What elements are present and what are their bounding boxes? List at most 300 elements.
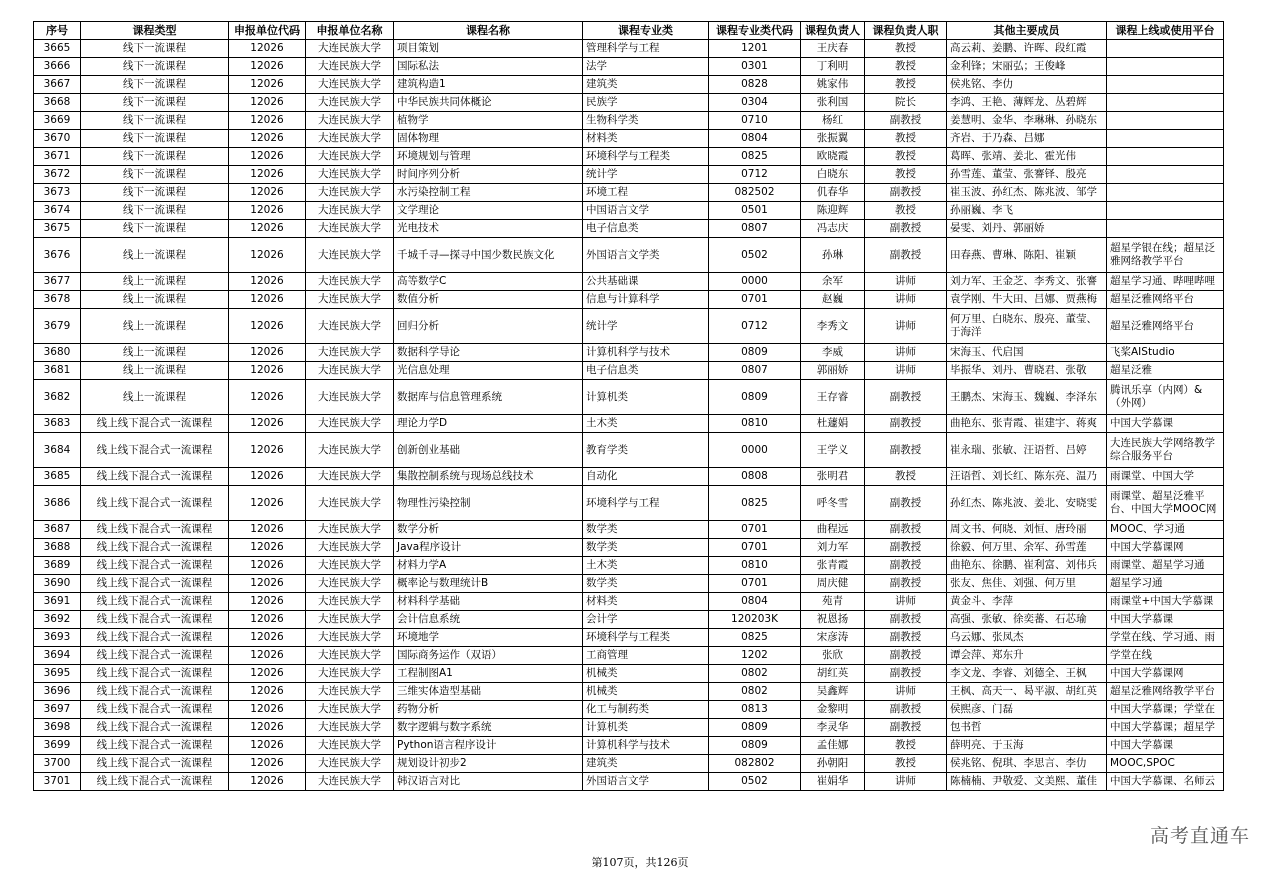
column-header: 课程专业类 bbox=[583, 22, 709, 40]
title-cell: 副教授 bbox=[865, 647, 947, 665]
course-type-cell: 线上线下混合式一流课程 bbox=[81, 719, 229, 737]
lead-cell: 张振翼 bbox=[801, 130, 865, 148]
unit-code-cell: 12026 bbox=[229, 148, 306, 166]
major-cell: 统计学 bbox=[583, 309, 709, 344]
course-name-cell: 环境规划与管理 bbox=[394, 148, 583, 166]
major-cell: 机械类 bbox=[583, 665, 709, 683]
course-name-cell: 光信息处理 bbox=[394, 362, 583, 380]
seq-cell: 3666 bbox=[34, 58, 81, 76]
unit-name-cell: 大连民族大学 bbox=[306, 94, 394, 112]
unit-name-cell: 大连民族大学 bbox=[306, 166, 394, 184]
major-code-cell: 0000 bbox=[709, 273, 801, 291]
unit-name-cell: 大连民族大学 bbox=[306, 184, 394, 202]
major-cell: 电子信息类 bbox=[583, 362, 709, 380]
seq-cell: 3687 bbox=[34, 521, 81, 539]
major-cell: 法学 bbox=[583, 58, 709, 76]
major-cell: 环境科学与工程 bbox=[583, 486, 709, 521]
members-cell: 崔玉波、孙红杰、陈兆波、邹学 bbox=[947, 184, 1107, 202]
members-cell: 孙雪莲、董莹、张謇铎、殷亮 bbox=[947, 166, 1107, 184]
course-name-cell: 工程制图A1 bbox=[394, 665, 583, 683]
platform-cell: 雨课堂、超星泛雅平台、中国大学MOOC网 bbox=[1107, 486, 1224, 521]
course-type-cell: 线上一流课程 bbox=[81, 362, 229, 380]
title-cell: 副教授 bbox=[865, 575, 947, 593]
unit-name-cell: 大连民族大学 bbox=[306, 521, 394, 539]
course-name-cell: 水污染控制工程 bbox=[394, 184, 583, 202]
members-cell: 侯兆铭、李仂 bbox=[947, 76, 1107, 94]
members-cell: 袁学刚、牛大田、吕娜、贾燕梅 bbox=[947, 291, 1107, 309]
course-type-cell: 线上线下混合式一流课程 bbox=[81, 433, 229, 468]
major-cell: 土木类 bbox=[583, 557, 709, 575]
course-type-cell: 线下一流课程 bbox=[81, 94, 229, 112]
seq-cell: 3701 bbox=[34, 773, 81, 791]
major-code-cell: 1201 bbox=[709, 40, 801, 58]
major-code-cell: 0712 bbox=[709, 166, 801, 184]
table-row bbox=[34, 291, 1224, 309]
members-cell: 曲艳东、张青霞、崔建宇、蒋爽 bbox=[947, 415, 1107, 433]
course-name-cell: 药物分析 bbox=[394, 701, 583, 719]
major-cell: 会计学 bbox=[583, 611, 709, 629]
members-cell: 晏雯、刘丹、郭丽娇 bbox=[947, 220, 1107, 238]
members-cell: 侯熙彦、门磊 bbox=[947, 701, 1107, 719]
course-type-cell: 线上线下混合式一流课程 bbox=[81, 415, 229, 433]
title-cell: 副教授 bbox=[865, 486, 947, 521]
lead-cell: 孙琳 bbox=[801, 238, 865, 273]
course-name-cell: 材料力学A bbox=[394, 557, 583, 575]
seq-cell: 3677 bbox=[34, 273, 81, 291]
members-cell: 王鹏杰、宋海玉、魏巍、李泽东 bbox=[947, 380, 1107, 415]
unit-name-cell: 大连民族大学 bbox=[306, 202, 394, 220]
seq-cell: 3683 bbox=[34, 415, 81, 433]
members-cell: 宋海玉、代启国 bbox=[947, 344, 1107, 362]
lead-cell: 王庆春 bbox=[801, 40, 865, 58]
course-type-cell: 线下一流课程 bbox=[81, 184, 229, 202]
unit-code-cell: 12026 bbox=[229, 629, 306, 647]
lead-cell: 孙朝阳 bbox=[801, 755, 865, 773]
major-code-cell: 0807 bbox=[709, 220, 801, 238]
lead-cell: 冯志庆 bbox=[801, 220, 865, 238]
table-row bbox=[34, 415, 1224, 433]
major-cell: 环境科学与工程类 bbox=[583, 629, 709, 647]
members-cell: 乌云娜、张凤杰 bbox=[947, 629, 1107, 647]
table-row bbox=[34, 647, 1224, 665]
course-type-cell: 线上一流课程 bbox=[81, 238, 229, 273]
lead-cell: 王学义 bbox=[801, 433, 865, 468]
title-cell: 讲师 bbox=[865, 291, 947, 309]
lead-cell: 丁利明 bbox=[801, 58, 865, 76]
major-cell: 公共基础课 bbox=[583, 273, 709, 291]
platform-cell: 飞桨AIStudio bbox=[1107, 344, 1224, 362]
platform-cell bbox=[1107, 166, 1224, 184]
unit-code-cell: 12026 bbox=[229, 719, 306, 737]
seq-cell: 3671 bbox=[34, 148, 81, 166]
unit-name-cell: 大连民族大学 bbox=[306, 58, 394, 76]
major-code-cell: 0809 bbox=[709, 344, 801, 362]
course-type-cell: 线上线下混合式一流课程 bbox=[81, 575, 229, 593]
title-cell: 教授 bbox=[865, 130, 947, 148]
title-cell: 副教授 bbox=[865, 380, 947, 415]
unit-code-cell: 12026 bbox=[229, 130, 306, 148]
major-cell: 计算机科学与技术 bbox=[583, 737, 709, 755]
seq-cell: 3684 bbox=[34, 433, 81, 468]
seq-cell: 3695 bbox=[34, 665, 81, 683]
title-cell: 教授 bbox=[865, 166, 947, 184]
title-cell: 副教授 bbox=[865, 415, 947, 433]
lead-cell: 祝恩扬 bbox=[801, 611, 865, 629]
title-cell: 教授 bbox=[865, 76, 947, 94]
members-cell: 包书哲 bbox=[947, 719, 1107, 737]
lead-cell: 杜蘧娟 bbox=[801, 415, 865, 433]
course-name-cell: 概率论与数理统计B bbox=[394, 575, 583, 593]
unit-name-cell: 大连民族大学 bbox=[306, 593, 394, 611]
members-cell: 张友、焦佳、刘强、何万里 bbox=[947, 575, 1107, 593]
major-code-cell: 0802 bbox=[709, 665, 801, 683]
course-name-cell: 光电技术 bbox=[394, 220, 583, 238]
unit-code-cell: 12026 bbox=[229, 94, 306, 112]
major-code-cell: 0825 bbox=[709, 629, 801, 647]
platform-cell: 中国大学慕课网 bbox=[1107, 539, 1224, 557]
course-type-cell: 线上一流课程 bbox=[81, 309, 229, 344]
major-cell: 材料类 bbox=[583, 593, 709, 611]
members-cell: 高云莉、姜鹏、许晖、段红霞 bbox=[947, 40, 1107, 58]
lead-cell: 仉春华 bbox=[801, 184, 865, 202]
major-cell: 工商管理 bbox=[583, 647, 709, 665]
members-cell: 黄金斗、李萍 bbox=[947, 593, 1107, 611]
lead-cell: 王存睿 bbox=[801, 380, 865, 415]
platform-cell: 超星学银在线；超星泛雅网络教学平台 bbox=[1107, 238, 1224, 273]
major-cell: 数学类 bbox=[583, 521, 709, 539]
major-cell: 土木类 bbox=[583, 415, 709, 433]
major-cell: 计算机科学与技术 bbox=[583, 344, 709, 362]
page-footer: 第107页，共126页 bbox=[591, 856, 689, 869]
course-type-cell: 线上线下混合式一流课程 bbox=[81, 629, 229, 647]
column-header: 课程上线或使用平台 bbox=[1107, 22, 1224, 40]
header-row bbox=[34, 22, 1224, 40]
seq-cell: 3665 bbox=[34, 40, 81, 58]
table-row bbox=[34, 220, 1224, 238]
table-row bbox=[34, 521, 1224, 539]
unit-name-cell: 大连民族大学 bbox=[306, 291, 394, 309]
major-code-cell: 0809 bbox=[709, 719, 801, 737]
course-type-cell: 线上一流课程 bbox=[81, 273, 229, 291]
course-type-cell: 线上线下混合式一流课程 bbox=[81, 755, 229, 773]
unit-code-cell: 12026 bbox=[229, 593, 306, 611]
seq-cell: 3690 bbox=[34, 575, 81, 593]
lead-cell: 余军 bbox=[801, 273, 865, 291]
course-name-cell: 国际私法 bbox=[394, 58, 583, 76]
table-row bbox=[34, 755, 1224, 773]
major-code-cell: 082502 bbox=[709, 184, 801, 202]
unit-name-cell: 大连民族大学 bbox=[306, 362, 394, 380]
course-name-cell: 理论力学D bbox=[394, 415, 583, 433]
column-header: 申报单位代码 bbox=[229, 22, 306, 40]
title-cell: 副教授 bbox=[865, 557, 947, 575]
major-code-cell: 0808 bbox=[709, 468, 801, 486]
unit-code-cell: 12026 bbox=[229, 273, 306, 291]
course-name-cell: 固体物理 bbox=[394, 130, 583, 148]
course-type-cell: 线下一流课程 bbox=[81, 202, 229, 220]
seq-cell: 3685 bbox=[34, 468, 81, 486]
platform-cell bbox=[1107, 130, 1224, 148]
course-type-cell: 线上线下混合式一流课程 bbox=[81, 557, 229, 575]
course-name-cell: 三维实体造型基础 bbox=[394, 683, 583, 701]
lead-cell: 崔娟华 bbox=[801, 773, 865, 791]
members-cell: 王枫、高天一、曷平淑、胡红英 bbox=[947, 683, 1107, 701]
platform-cell: 中国大学慕课；学堂在 bbox=[1107, 701, 1224, 719]
course-type-cell: 线下一流课程 bbox=[81, 40, 229, 58]
table-row bbox=[34, 575, 1224, 593]
unit-name-cell: 大连民族大学 bbox=[306, 273, 394, 291]
major-code-cell: 0304 bbox=[709, 94, 801, 112]
course-name-cell: 中华民族共同体概论 bbox=[394, 94, 583, 112]
unit-code-cell: 12026 bbox=[229, 291, 306, 309]
unit-name-cell: 大连民族大学 bbox=[306, 737, 394, 755]
seq-cell: 3676 bbox=[34, 238, 81, 273]
course-type-cell: 线上线下混合式一流课程 bbox=[81, 593, 229, 611]
table-row bbox=[34, 112, 1224, 130]
column-header: 序号 bbox=[34, 22, 81, 40]
members-cell: 谭会萍、郑东升 bbox=[947, 647, 1107, 665]
major-cell: 信息与计算科学 bbox=[583, 291, 709, 309]
course-name-cell: 韩汉语言对比 bbox=[394, 773, 583, 791]
platform-cell bbox=[1107, 202, 1224, 220]
members-cell: 何万里、白晓东、殷亮、董莹、于海洋 bbox=[947, 309, 1107, 344]
table-row bbox=[34, 148, 1224, 166]
major-code-cell: 0804 bbox=[709, 593, 801, 611]
major-code-cell: 0502 bbox=[709, 238, 801, 273]
title-cell: 副教授 bbox=[865, 112, 947, 130]
unit-code-cell: 12026 bbox=[229, 575, 306, 593]
title-cell: 副教授 bbox=[865, 433, 947, 468]
table-row bbox=[34, 380, 1224, 415]
major-cell: 数学类 bbox=[583, 575, 709, 593]
major-cell: 建筑类 bbox=[583, 76, 709, 94]
unit-name-cell: 大连民族大学 bbox=[306, 719, 394, 737]
course-type-cell: 线下一流课程 bbox=[81, 148, 229, 166]
unit-code-cell: 12026 bbox=[229, 701, 306, 719]
members-cell: 陈楠楠、尹敬爱、文美熙、董佳 bbox=[947, 773, 1107, 791]
table-row bbox=[34, 701, 1224, 719]
course-type-cell: 线上线下混合式一流课程 bbox=[81, 773, 229, 791]
platform-cell: 中国大学慕课 bbox=[1107, 611, 1224, 629]
course-name-cell: 建筑构造1 bbox=[394, 76, 583, 94]
table-row bbox=[34, 166, 1224, 184]
major-cell: 环境科学与工程类 bbox=[583, 148, 709, 166]
seq-cell: 3696 bbox=[34, 683, 81, 701]
members-cell: 侯兆铭、倪琪、李思言、李仂 bbox=[947, 755, 1107, 773]
course-type-cell: 线上线下混合式一流课程 bbox=[81, 521, 229, 539]
platform-cell bbox=[1107, 58, 1224, 76]
table-row bbox=[34, 593, 1224, 611]
major-cell: 管理科学与工程 bbox=[583, 40, 709, 58]
unit-code-cell: 12026 bbox=[229, 521, 306, 539]
table-row bbox=[34, 202, 1224, 220]
lead-cell: 刘力军 bbox=[801, 539, 865, 557]
course-name-cell: 环境地学 bbox=[394, 629, 583, 647]
platform-cell bbox=[1107, 220, 1224, 238]
unit-name-cell: 大连民族大学 bbox=[306, 773, 394, 791]
members-cell: 葛晖、张靖、姜北、霍光伟 bbox=[947, 148, 1107, 166]
unit-name-cell: 大连民族大学 bbox=[306, 40, 394, 58]
table-row bbox=[34, 309, 1224, 344]
seq-cell: 3667 bbox=[34, 76, 81, 94]
course-type-cell: 线上一流课程 bbox=[81, 380, 229, 415]
course-type-cell: 线上线下混合式一流课程 bbox=[81, 539, 229, 557]
column-header: 其他主要成员 bbox=[947, 22, 1107, 40]
unit-name-cell: 大连民族大学 bbox=[306, 629, 394, 647]
unit-code-cell: 12026 bbox=[229, 557, 306, 575]
seq-cell: 3688 bbox=[34, 539, 81, 557]
unit-name-cell: 大连民族大学 bbox=[306, 415, 394, 433]
lead-cell: 曲程远 bbox=[801, 521, 865, 539]
seq-cell: 3694 bbox=[34, 647, 81, 665]
major-cell: 数学类 bbox=[583, 539, 709, 557]
platform-cell: 中国大学慕课 bbox=[1107, 415, 1224, 433]
lead-cell: 金黎明 bbox=[801, 701, 865, 719]
seq-cell: 3681 bbox=[34, 362, 81, 380]
column-header: 课程专业类代码 bbox=[709, 22, 801, 40]
platform-cell: 学堂在线、学习通、雨 bbox=[1107, 629, 1224, 647]
unit-name-cell: 大连民族大学 bbox=[306, 380, 394, 415]
course-name-cell: Python语言程序设计 bbox=[394, 737, 583, 755]
table-row bbox=[34, 40, 1224, 58]
seq-cell: 3674 bbox=[34, 202, 81, 220]
unit-code-cell: 12026 bbox=[229, 40, 306, 58]
title-cell: 副教授 bbox=[865, 701, 947, 719]
table-row bbox=[34, 273, 1224, 291]
unit-name-cell: 大连民族大学 bbox=[306, 76, 394, 94]
major-code-cell: 120203K bbox=[709, 611, 801, 629]
unit-code-cell: 12026 bbox=[229, 755, 306, 773]
members-cell: 毕振华、刘丹、曹晓君、张敬 bbox=[947, 362, 1107, 380]
major-cell: 自动化 bbox=[583, 468, 709, 486]
unit-name-cell: 大连民族大学 bbox=[306, 344, 394, 362]
seq-cell: 3670 bbox=[34, 130, 81, 148]
course-name-cell: 集散控制系统与现场总线技术 bbox=[394, 468, 583, 486]
unit-code-cell: 12026 bbox=[229, 166, 306, 184]
major-cell: 中国语言文学 bbox=[583, 202, 709, 220]
title-cell: 讲师 bbox=[865, 593, 947, 611]
major-code-cell: 082802 bbox=[709, 755, 801, 773]
major-cell: 民族学 bbox=[583, 94, 709, 112]
unit-code-cell: 12026 bbox=[229, 112, 306, 130]
course-name-cell: 文学理论 bbox=[394, 202, 583, 220]
course-name-cell: 数据库与信息管理系统 bbox=[394, 380, 583, 415]
lead-cell: 张青霞 bbox=[801, 557, 865, 575]
unit-code-cell: 12026 bbox=[229, 220, 306, 238]
table-row bbox=[34, 76, 1224, 94]
seq-cell: 3699 bbox=[34, 737, 81, 755]
unit-code-cell: 12026 bbox=[229, 380, 306, 415]
course-type-cell: 线下一流课程 bbox=[81, 220, 229, 238]
unit-code-cell: 12026 bbox=[229, 647, 306, 665]
platform-cell: 中国大学慕课；超星学 bbox=[1107, 719, 1224, 737]
seq-cell: 3678 bbox=[34, 291, 81, 309]
major-code-cell: 0825 bbox=[709, 486, 801, 521]
seq-cell: 3689 bbox=[34, 557, 81, 575]
unit-name-cell: 大连民族大学 bbox=[306, 468, 394, 486]
course-name-cell: 会计信息系统 bbox=[394, 611, 583, 629]
major-cell: 建筑类 bbox=[583, 755, 709, 773]
table-row bbox=[34, 433, 1224, 468]
table-row bbox=[34, 629, 1224, 647]
table-row bbox=[34, 683, 1224, 701]
table-row bbox=[34, 238, 1224, 273]
platform-cell bbox=[1107, 76, 1224, 94]
major-cell: 统计学 bbox=[583, 166, 709, 184]
platform-cell: 中国大学慕课网 bbox=[1107, 665, 1224, 683]
table-row bbox=[34, 611, 1224, 629]
members-cell: 汪语哲、刘长红、陈东亮、温乃 bbox=[947, 468, 1107, 486]
table-row bbox=[34, 486, 1224, 521]
title-cell: 教授 bbox=[865, 755, 947, 773]
members-cell: 田春燕、曹琳、陈阳、崔颖 bbox=[947, 238, 1107, 273]
lead-cell: 李威 bbox=[801, 344, 865, 362]
platform-cell: 学堂在线 bbox=[1107, 647, 1224, 665]
members-cell: 徐毅、何万里、余军、孙雪莲 bbox=[947, 539, 1107, 557]
unit-name-cell: 大连民族大学 bbox=[306, 238, 394, 273]
platform-cell: 雨课堂、中国大学 bbox=[1107, 468, 1224, 486]
platform-cell: 大连民族大学网络教学综合服务平台 bbox=[1107, 433, 1224, 468]
unit-name-cell: 大连民族大学 bbox=[306, 148, 394, 166]
platform-cell: 中国大学慕课、名师云 bbox=[1107, 773, 1224, 791]
major-code-cell: 0501 bbox=[709, 202, 801, 220]
title-cell: 副教授 bbox=[865, 238, 947, 273]
lead-cell: 胡红英 bbox=[801, 665, 865, 683]
title-cell: 教授 bbox=[865, 737, 947, 755]
seq-cell: 3679 bbox=[34, 309, 81, 344]
course-type-cell: 线上线下混合式一流课程 bbox=[81, 611, 229, 629]
lead-cell: 宋彦涛 bbox=[801, 629, 865, 647]
title-cell: 教授 bbox=[865, 468, 947, 486]
course-name-cell: 材料科学基础 bbox=[394, 593, 583, 611]
title-cell: 副教授 bbox=[865, 220, 947, 238]
major-cell: 机械类 bbox=[583, 683, 709, 701]
course-type-cell: 线下一流课程 bbox=[81, 130, 229, 148]
members-cell: 姜慧明、金华、李琳琳、孙晓东 bbox=[947, 112, 1107, 130]
title-cell: 副教授 bbox=[865, 611, 947, 629]
unit-code-cell: 12026 bbox=[229, 309, 306, 344]
platform-cell: 雨课堂、超星学习通 bbox=[1107, 557, 1224, 575]
course-name-cell: 国际商务运作（双语） bbox=[394, 647, 583, 665]
seq-cell: 3675 bbox=[34, 220, 81, 238]
title-cell: 讲师 bbox=[865, 773, 947, 791]
course-name-cell: 数值分析 bbox=[394, 291, 583, 309]
platform-cell: 腾讯乐享（内网）&（外网） bbox=[1107, 380, 1224, 415]
lead-cell: 赵巍 bbox=[801, 291, 865, 309]
lead-cell: 苑青 bbox=[801, 593, 865, 611]
seq-cell: 3698 bbox=[34, 719, 81, 737]
major-code-cell: 0502 bbox=[709, 773, 801, 791]
major-cell: 计算机类 bbox=[583, 380, 709, 415]
title-cell: 副教授 bbox=[865, 521, 947, 539]
major-cell: 电子信息类 bbox=[583, 220, 709, 238]
major-cell: 环境工程 bbox=[583, 184, 709, 202]
lead-cell: 周庆健 bbox=[801, 575, 865, 593]
platform-cell: 中国大学慕课 bbox=[1107, 737, 1224, 755]
major-cell: 外国语言文学 bbox=[583, 773, 709, 791]
course-table bbox=[33, 21, 1224, 791]
title-cell: 教授 bbox=[865, 148, 947, 166]
lead-cell: 张利国 bbox=[801, 94, 865, 112]
lead-cell: 欧晓霞 bbox=[801, 148, 865, 166]
course-type-cell: 线下一流课程 bbox=[81, 76, 229, 94]
seq-cell: 3673 bbox=[34, 184, 81, 202]
major-cell: 计算机类 bbox=[583, 719, 709, 737]
course-name-cell: 规划设计初步2 bbox=[394, 755, 583, 773]
table-row bbox=[34, 468, 1224, 486]
lead-cell: 陈迎辉 bbox=[801, 202, 865, 220]
major-code-cell: 0710 bbox=[709, 112, 801, 130]
